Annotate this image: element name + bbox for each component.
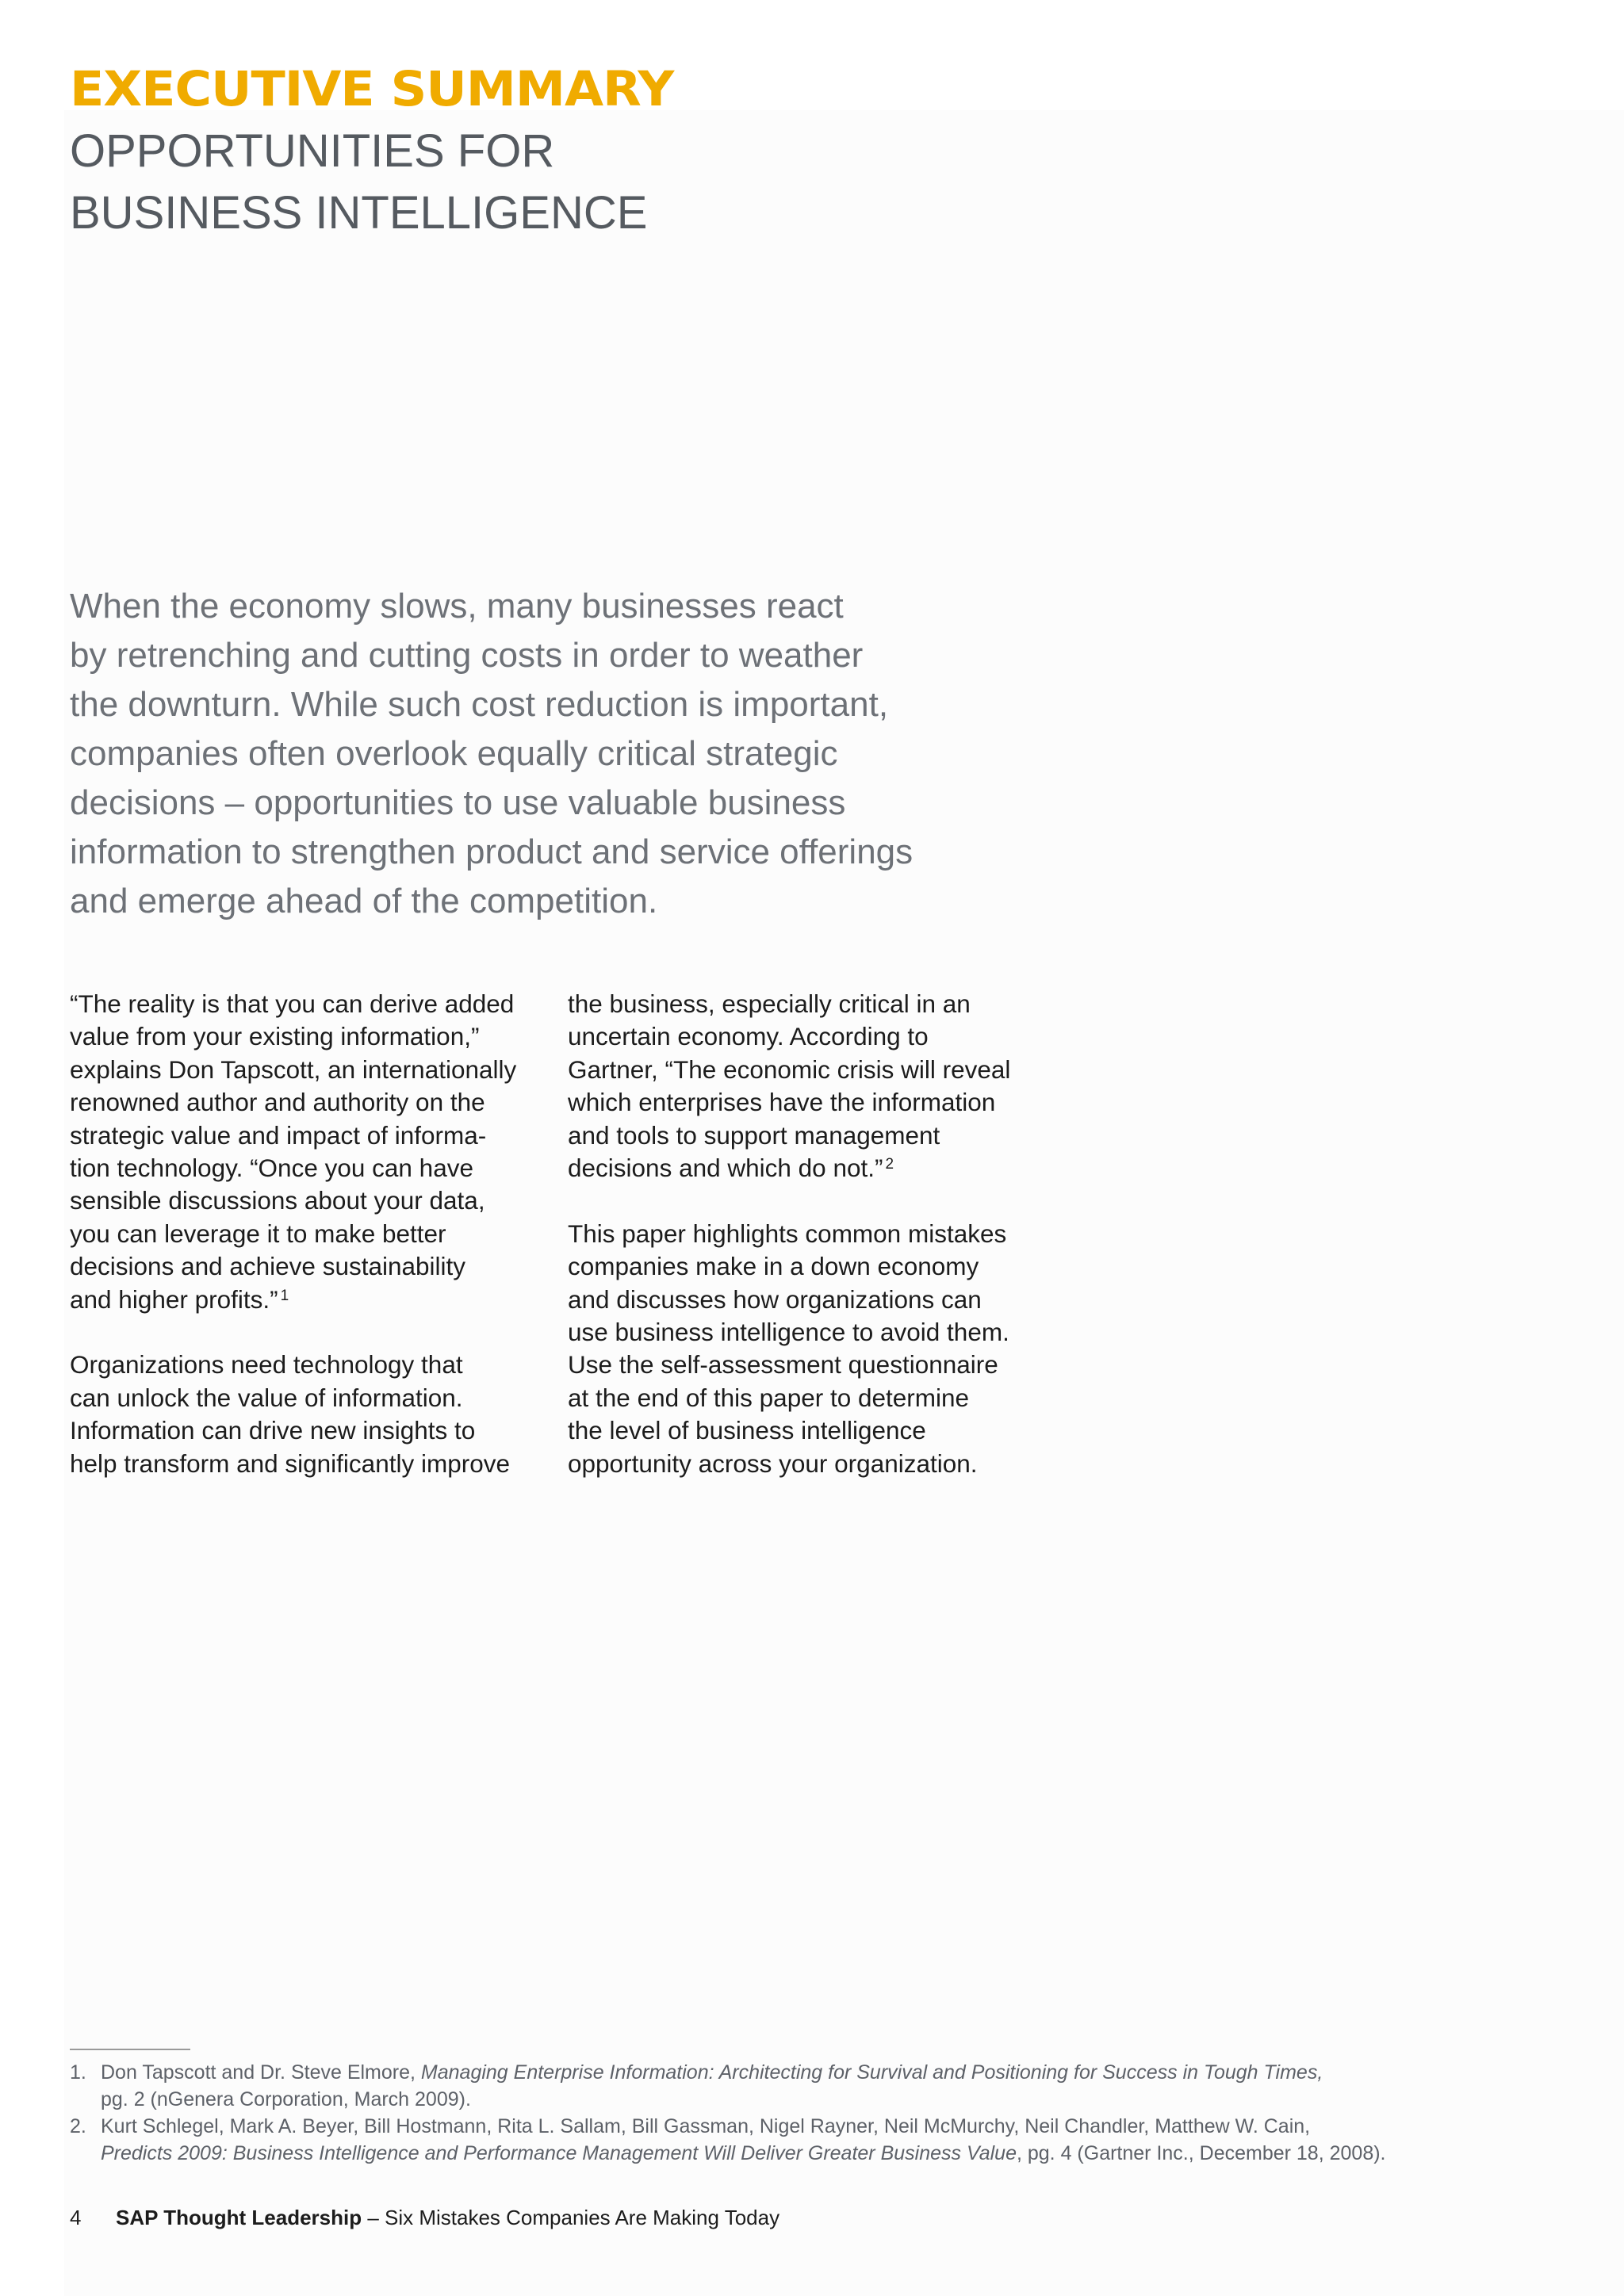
body-line: explains Don Tapscott, an internationally: [70, 1054, 517, 1084]
footnote-number: 1.: [70, 2061, 86, 2084]
body-line: help transform and significantly improve: [70, 1448, 511, 1478]
body-line: at the end of this paper to determine: [568, 1383, 970, 1412]
footnote-reference-1: 1: [280, 1287, 289, 1304]
body-line: Information can drive new insights to: [70, 1416, 476, 1445]
footnote-1: [70, 2059, 1576, 2113]
footnote-2: [70, 2113, 1576, 2167]
body-column-left: [70, 988, 546, 1480]
tapscott-quote-paragraph: [70, 988, 546, 1316]
footnote-citation-details: , pg. 4 (Gartner Inc., December 18, 2008).: [1016, 2142, 1386, 2164]
body-column-right: [568, 988, 1059, 1480]
footnote-reference-2: 2: [885, 1156, 894, 1173]
body-line: tion technology. “Once you can have: [70, 1154, 473, 1183]
intro-line: the downturn. While such cost reduction is important,: [70, 685, 889, 724]
page-title-line-1: OPPORTUNITIES FOR: [70, 125, 555, 177]
intro-line: and emerge ahead of the competition.: [70, 882, 658, 920]
footnote-authors: Kurt Schlegel, Mark A. Beyer, Bill Hostmann, Rita L. Sallam, Bill Gassman, Nigel Rayner, Neil McMurchy, Neil Chandler, Matthew W. Cain,: [101, 2115, 1311, 2137]
intro-line: decisions – opportunities to use valuable business: [70, 783, 846, 822]
body-line: can unlock the value of information.: [70, 1383, 463, 1412]
body-line: value from your existing information,”: [70, 1022, 480, 1051]
body-line: and tools to support management: [568, 1120, 940, 1150]
body-line: companies make in a down economy: [568, 1252, 979, 1281]
body-line: Organizations need technology that: [70, 1350, 463, 1380]
body-line: the business, especially critical in an: [568, 989, 971, 1018]
organizations-paragraph: [70, 1349, 546, 1480]
intro-line: by retrenching and cutting costs in order to weather: [70, 636, 864, 675]
footnote-source-title: Predicts 2009: Business Intelligence and Performance Management Will Deliver Greater Business Value: [101, 2142, 1017, 2164]
footnote-source-title: Managing Enterprise Information: Architecting for Survival and Positioning for Success in Tough Times,: [420, 2061, 1323, 2084]
page-number: 4: [70, 2206, 82, 2229]
body-line: Gartner, “The economic crisis will reveal: [568, 1054, 1011, 1084]
footer-brand: SAP Thought Leadership: [116, 2206, 362, 2229]
body-line: sensible discussions about your data,: [70, 1186, 485, 1215]
body-line: “The reality is that you can derive added: [70, 989, 515, 1018]
body-line: you can leverage it to make better: [70, 1219, 446, 1248]
page-title-line-2: BUSINESS INTELLIGENCE: [70, 187, 648, 239]
body-line: strategic value and impact of informa-: [70, 1120, 487, 1150]
page-footer: [70, 2204, 779, 2231]
body-line: uncertain economy. According to: [568, 1022, 929, 1051]
page-title: [70, 121, 863, 244]
body-line: use business intelligence to avoid them.: [568, 1318, 1009, 1347]
body-line: opportunity across your organization.: [568, 1448, 978, 1478]
body-line: which enterprises have the information: [568, 1088, 996, 1117]
intro-paragraph: [70, 582, 1021, 926]
footnotes: [70, 2059, 1576, 2167]
body-line: and higher profits.”: [70, 1284, 278, 1314]
footnote-citation-details: pg. 2 (nGenera Corporation, March 2009).: [101, 2088, 471, 2110]
body-line: This paper highlights common mistakes: [568, 1219, 1007, 1248]
body-line: renowned author and authority on the: [70, 1088, 485, 1117]
footnote-number: 2.: [70, 2115, 86, 2137]
paper-overview-paragraph: [568, 1218, 1059, 1480]
body-line: Use the self-assessment questionnaire: [568, 1350, 998, 1380]
body-line: decisions and which do not.”: [568, 1154, 883, 1183]
intro-line: companies often overlook equally critical strategic: [70, 734, 838, 773]
body-line: decisions and achieve sustainability: [70, 1252, 466, 1281]
body-line: and discusses how organizations can: [568, 1284, 982, 1314]
footnote-divider: [70, 2049, 190, 2050]
section-kicker: EXECUTIVE SUMMARY: [70, 61, 674, 117]
body-line: the level of business intelligence: [568, 1416, 926, 1445]
intro-line: information to strengthen product and service offerings: [70, 832, 914, 871]
footer-document-title: – Six Mistakes Companies Are Making Today: [362, 2206, 780, 2229]
intro-line: When the economy slows, many businesses react: [70, 587, 844, 626]
footnote-authors: Don Tapscott and Dr. Steve Elmore,: [101, 2061, 421, 2084]
gartner-quote-paragraph: [568, 988, 1059, 1184]
